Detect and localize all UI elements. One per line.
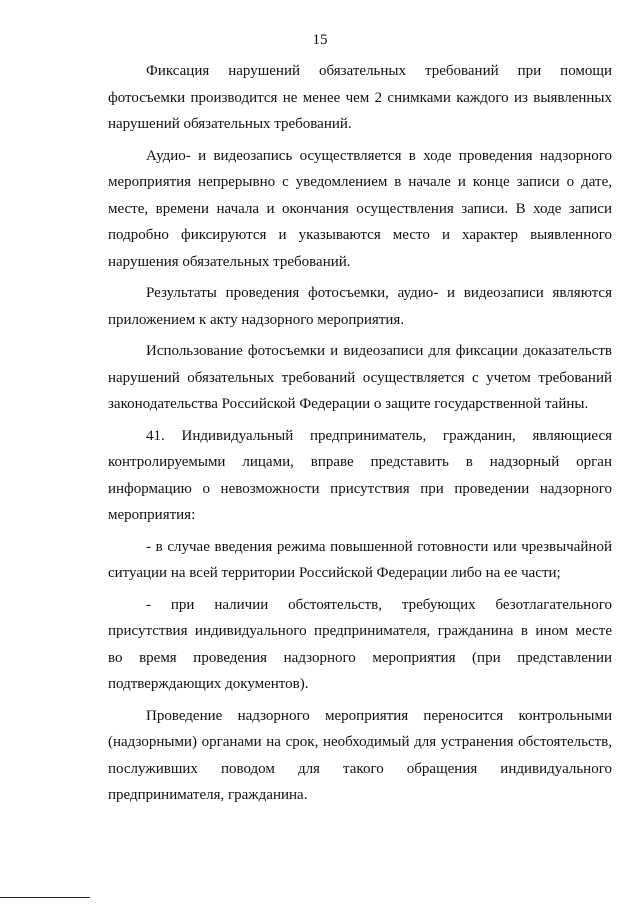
text-line: Фиксация нарушений обязательных требований при помощи [146, 63, 612, 79]
text-line: Использование фотосъемки и видеозаписи для фиксации доказательств [146, 343, 612, 359]
text-line: - в случае введения режима повышенной готовности или чрезвычайной [146, 538, 612, 555]
text-line: - при наличии обстоятельств, требующих безотлагательного [146, 596, 612, 613]
paragraph-audio-video-recording [108, 143, 612, 276]
text-line: мероприятия: [108, 507, 196, 523]
paragraph-state-secret [108, 338, 612, 418]
footnote-divider [0, 897, 90, 898]
page-number: 15 [312, 32, 328, 48]
text-line: нарушений обязательных требований. [108, 116, 352, 132]
text-line: присутствия индивидуального предпринимателя, гражданина в ином месте [108, 623, 612, 639]
paragraph-item-41 [108, 423, 612, 529]
text-line: послуживших поводом для такого обращения индивидуального [108, 760, 612, 777]
text-line: нарушений обязательных требований осуществляется с учетом требований [108, 369, 612, 386]
paragraph-urgent-circumstances [108, 592, 612, 698]
text-line: приложением к акту надзорного мероприятия. [108, 311, 405, 328]
text-line: контролируемыми лицами, вправе представить в надзорный орган [108, 454, 612, 470]
document-body [108, 58, 612, 814]
paragraph-results-attachment [108, 280, 612, 333]
paragraph-postponement [108, 703, 612, 809]
text-line: мероприятия непрерывно с уведомлением в начале и конце записи о дате, [108, 174, 612, 190]
text-line: (надзорными) органами на срок, необходимый для устранения обстоятельств, [108, 734, 612, 750]
text-line: 41. Индивидуальный предприниматель, гражданин, являющиеся [146, 427, 612, 444]
text-line: ситуации на всей территории Российской Федерации либо на ее части; [108, 565, 561, 581]
text-line: во время проведения надзорного мероприятия (при представлении [108, 649, 612, 666]
text-line: нарушения обязательных требований. [108, 253, 351, 270]
text-line: предпринимателя, гражданина. [108, 787, 308, 803]
paragraph-photo-fixation [108, 58, 612, 138]
text-line: Проведение надзорного мероприятия переносится контрольными [146, 707, 612, 724]
text-line: подтверждающих документов). [108, 676, 309, 692]
text-line: информацию о невозможности присутствия при проведении надзорного [108, 480, 612, 497]
text-line: Результаты проведения фотосъемки, аудио- и видеозаписи являются [146, 285, 612, 301]
text-line: Аудио- и видеозапись осуществляется в ходе проведения надзорного [146, 147, 612, 164]
text-line: законодательства Российской Федерации о защите государственной тайны. [108, 396, 589, 412]
paragraph-emergency-regime [108, 534, 612, 587]
text-line: фотосъемки производится не менее чем 2 снимками каждого из выявленных [108, 89, 612, 106]
text-line: подробно фиксируются и указываются место и характер выявленного [108, 227, 612, 243]
text-line: месте, времени начала и окончания осуществления записи. В ходе записи [108, 200, 612, 217]
